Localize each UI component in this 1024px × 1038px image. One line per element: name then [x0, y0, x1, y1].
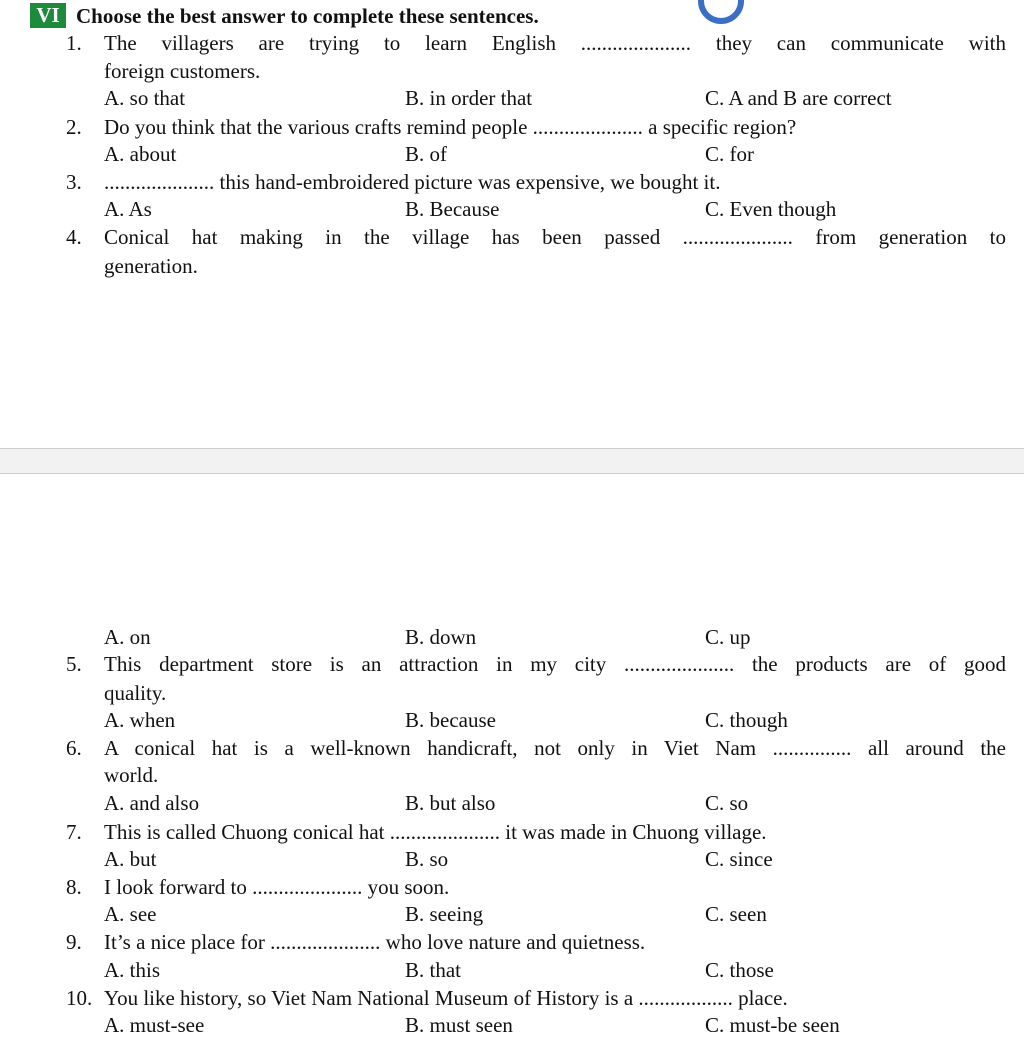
question-text: ..................... this hand-embroidered picture was expensive, we bought it. [104, 170, 721, 194]
section-badge: VI [30, 3, 66, 28]
question-text: It’s a nice place for ..................... who love nature and quietness. [104, 930, 646, 954]
option-b: B. of [405, 142, 447, 166]
option-b: B. so [405, 847, 449, 871]
question-text: A conical hat is a well-known handicraft, not only in Viet Nam ............... all around the [104, 736, 1006, 760]
option-c: C. since [705, 847, 773, 871]
option-a: A. so that [104, 86, 186, 110]
question-text: Conical hat making in the village has been passed ..................... from generation to [104, 225, 1006, 249]
question-number: 3. [66, 170, 82, 194]
option-a: A. As [104, 197, 152, 221]
question-text: This is called Chuong conical hat ..................... it was made in Chuong village. [104, 820, 767, 844]
question-number: 8. [66, 875, 82, 899]
option-c: C. for [705, 142, 754, 166]
option-b: B. Because [405, 197, 500, 221]
question-text-continued: world. [104, 763, 159, 787]
page-break-line [0, 473, 1024, 474]
question-text: This department store is an attraction in my city ..................... the products are of good [104, 652, 1006, 676]
question-number: 6. [66, 736, 82, 760]
option-a: A. on [104, 625, 151, 649]
option-b: B. in order that [405, 86, 533, 110]
question-text-continued: generation. [104, 254, 198, 278]
question-number: 7. [66, 820, 82, 844]
option-c: C. those [705, 958, 774, 982]
question-text: Do you think that the various crafts remind people ..................... a specific region? [104, 115, 797, 139]
option-b: B. must seen [405, 1013, 513, 1037]
option-c: C. though [705, 708, 788, 732]
question-text-continued: foreign customers. [104, 59, 261, 83]
option-c: C. must-be seen [705, 1013, 840, 1037]
question-text: The villagers are trying to learn English ..................... they can communicate with [104, 31, 1006, 55]
option-c: C. so [705, 791, 749, 815]
option-c: C. up [705, 625, 751, 649]
option-c: C. Even though [705, 197, 837, 221]
option-a: A. when [104, 708, 176, 732]
option-b: B. seeing [405, 902, 484, 926]
question-number: 10. [66, 986, 93, 1010]
question-text-continued: quality. [104, 681, 167, 705]
page-break [0, 449, 1024, 473]
question-number: 5. [66, 652, 82, 676]
option-b: B. down [405, 625, 477, 649]
question-text: I look forward to ..................... you soon. [104, 875, 450, 899]
question-number: 1. [66, 31, 82, 55]
question-number: 2. [66, 115, 82, 139]
option-a: A. must-see [104, 1013, 205, 1037]
section-title: Choose the best answer to complete these sentences. [76, 4, 539, 28]
option-a: A. but [104, 847, 157, 871]
option-a: A. see [104, 902, 157, 926]
option-a: A. about [104, 142, 177, 166]
option-c: C. A and B are correct [705, 86, 892, 110]
blue-ring-icon [698, 0, 744, 24]
option-a: A. and also [104, 791, 200, 815]
option-b: B. that [405, 958, 461, 982]
option-a: A. this [104, 958, 161, 982]
option-c: C. seen [705, 902, 767, 926]
question-number: 4. [66, 225, 82, 249]
question-text: You like history, so Viet Nam National Museum of History is a .................. place. [104, 986, 788, 1010]
option-b: B. but also [405, 791, 496, 815]
question-number: 9. [66, 930, 82, 954]
option-b: B. because [405, 708, 496, 732]
